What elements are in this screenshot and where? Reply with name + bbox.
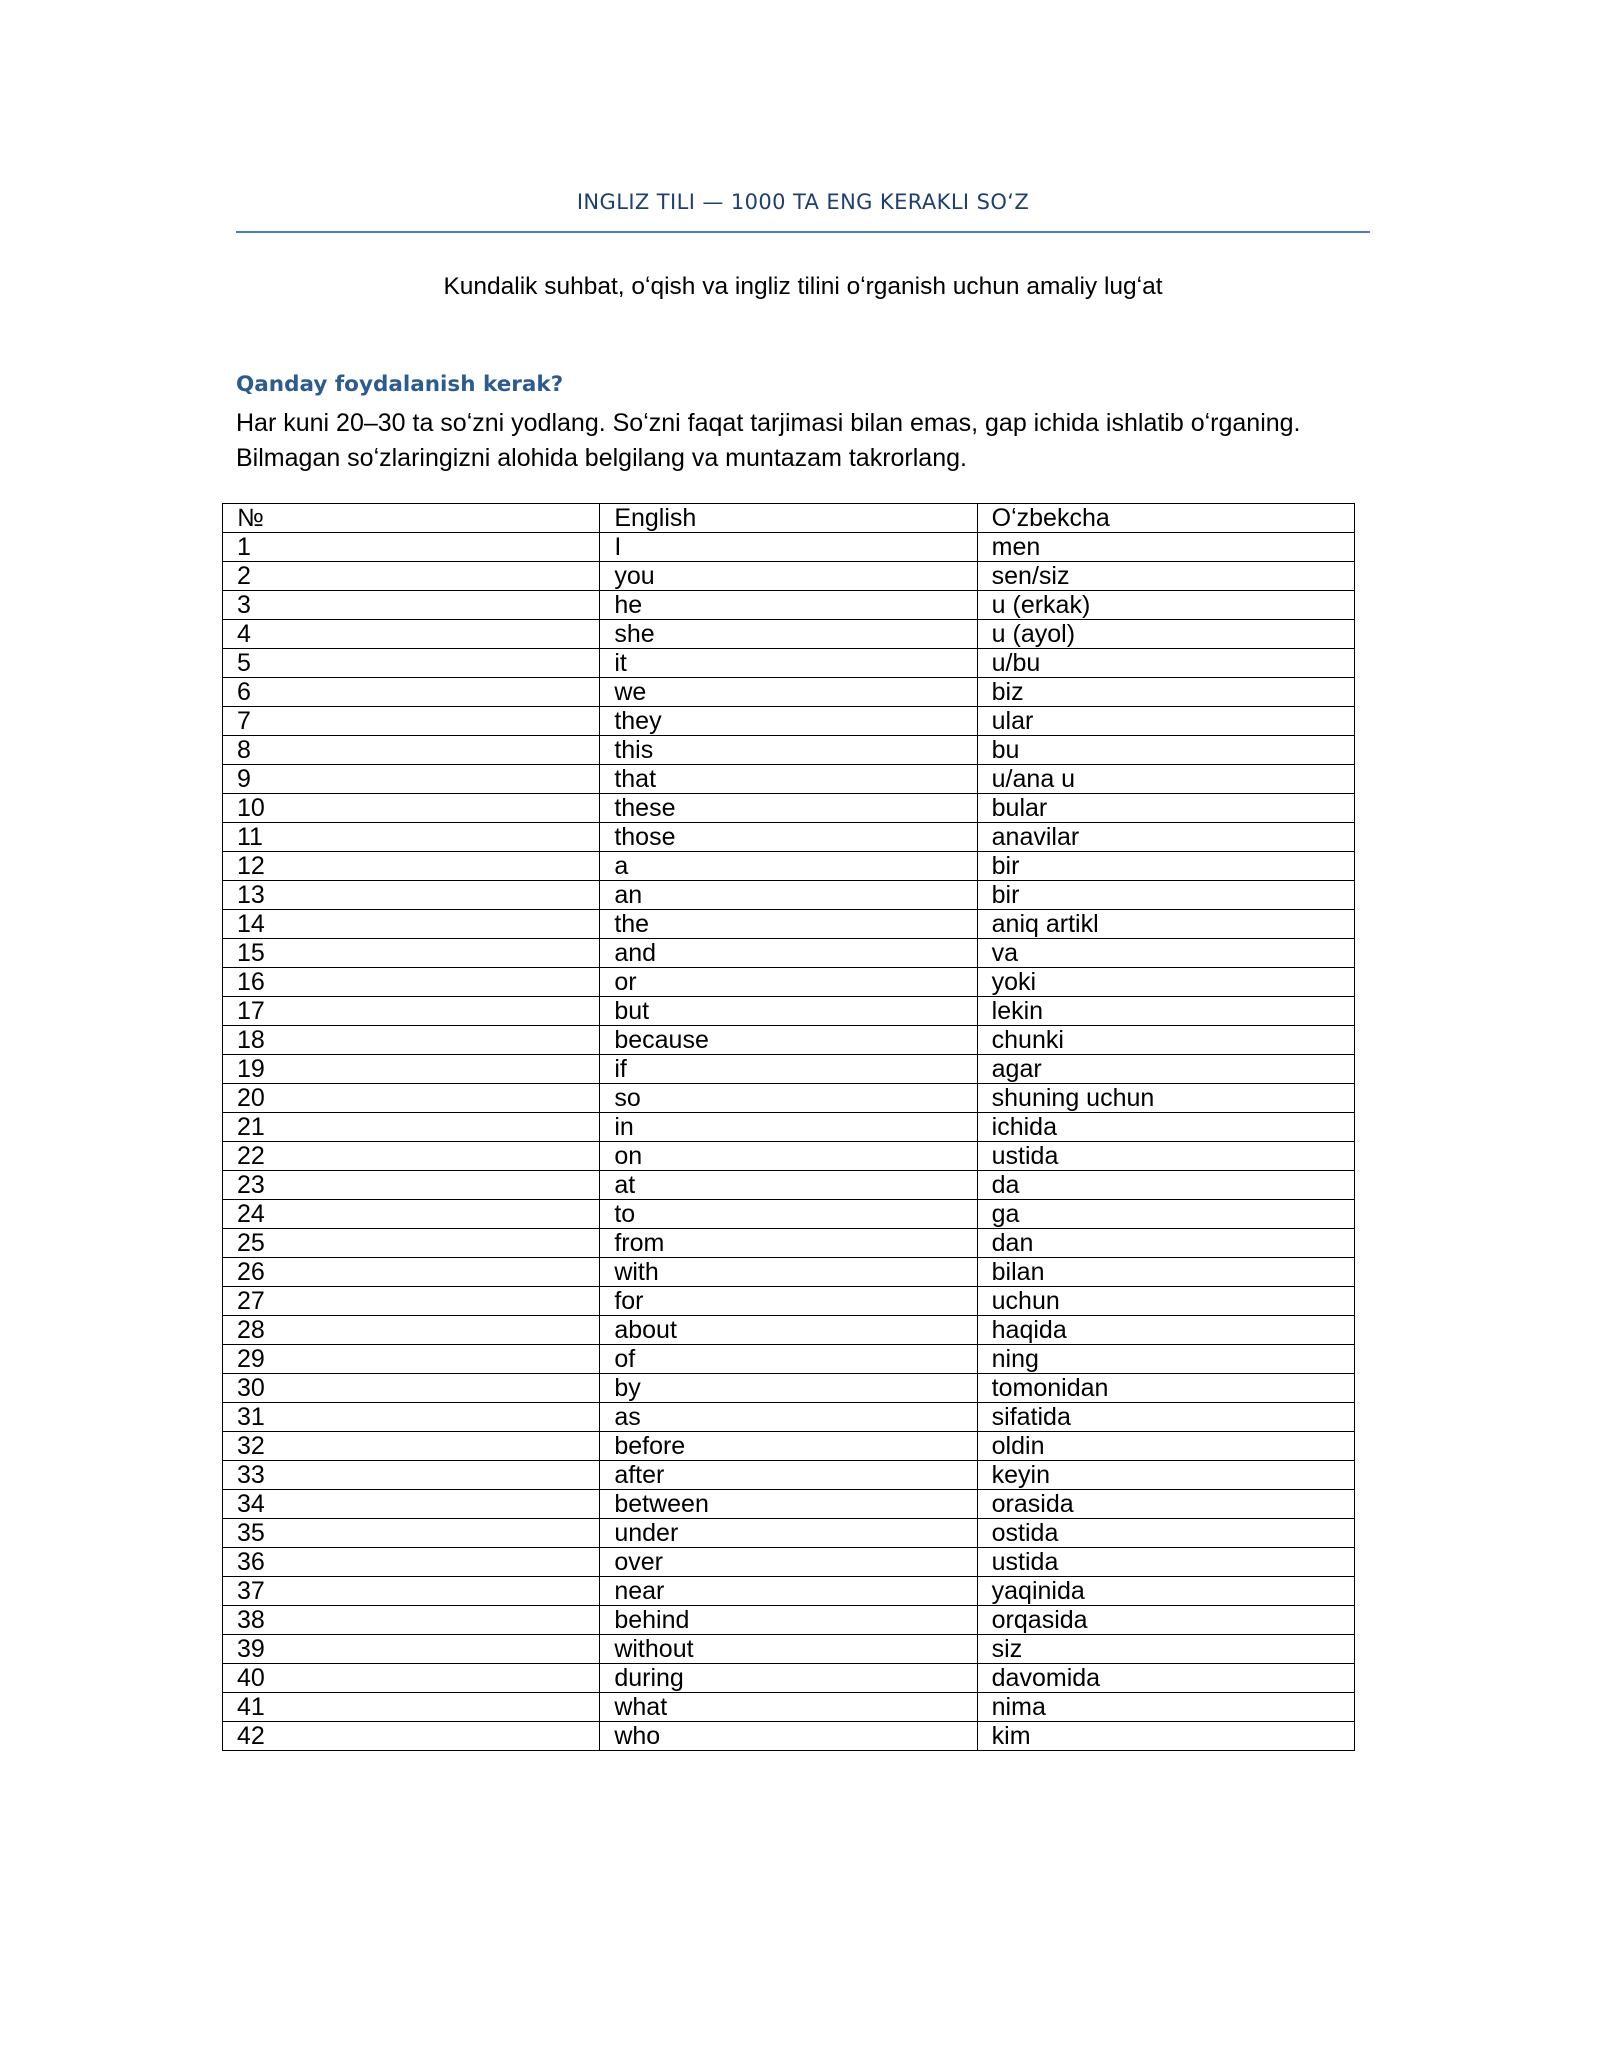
table-row <box>223 1403 1355 1432</box>
cell-uzbek: keyin <box>977 1461 1354 1490</box>
cell-uzbek: biz <box>977 678 1354 707</box>
table-row <box>223 1606 1355 1635</box>
cell-english: from <box>600 1229 977 1258</box>
table-row <box>223 1577 1355 1606</box>
table-row <box>223 939 1355 968</box>
cell-uzbek: kim <box>977 1722 1354 1751</box>
cell-number: 21 <box>223 1113 600 1142</box>
table-row <box>223 1345 1355 1374</box>
cell-uzbek: u (ayol) <box>977 620 1354 649</box>
cell-english: to <box>600 1200 977 1229</box>
table-row <box>223 910 1355 939</box>
cell-english: she <box>600 620 977 649</box>
cell-number: 20 <box>223 1084 600 1113</box>
cell-uzbek: dan <box>977 1229 1354 1258</box>
table-row <box>223 794 1355 823</box>
table-header-row <box>223 504 1355 533</box>
cell-english: at <box>600 1171 977 1200</box>
table-row <box>223 1316 1355 1345</box>
cell-number: 7 <box>223 707 600 736</box>
cell-number: 18 <box>223 1026 600 1055</box>
cell-english: or <box>600 968 977 997</box>
table-row <box>223 1490 1355 1519</box>
cell-number: 16 <box>223 968 600 997</box>
table-row <box>223 1055 1355 1084</box>
cell-number: 37 <box>223 1577 600 1606</box>
cell-english: of <box>600 1345 977 1374</box>
table-row <box>223 1461 1355 1490</box>
cell-english: under <box>600 1519 977 1548</box>
cell-uzbek: sifatida <box>977 1403 1354 1432</box>
table-row <box>223 1722 1355 1751</box>
cell-number: 2 <box>223 562 600 591</box>
cell-number: 39 <box>223 1635 600 1664</box>
cell-uzbek: siz <box>977 1635 1354 1664</box>
cell-english: without <box>600 1635 977 1664</box>
cell-english: this <box>600 736 977 765</box>
cell-number: 8 <box>223 736 600 765</box>
cell-number: 6 <box>223 678 600 707</box>
cell-number: 10 <box>223 794 600 823</box>
cell-english: he <box>600 591 977 620</box>
cell-uzbek: ustida <box>977 1142 1354 1171</box>
cell-number: 26 <box>223 1258 600 1287</box>
cell-number: 24 <box>223 1200 600 1229</box>
cell-number: 40 <box>223 1664 600 1693</box>
cell-uzbek: va <box>977 939 1354 968</box>
table-row <box>223 1113 1355 1142</box>
cell-number: 1 <box>223 533 600 562</box>
cell-uzbek: yoki <box>977 968 1354 997</box>
table-row <box>223 765 1355 794</box>
table-row <box>223 852 1355 881</box>
cell-number: 4 <box>223 620 600 649</box>
cell-uzbek: sen/siz <box>977 562 1354 591</box>
cell-uzbek: anavilar <box>977 823 1354 852</box>
cell-uzbek: chunki <box>977 1026 1354 1055</box>
cell-english: we <box>600 678 977 707</box>
table-row <box>223 736 1355 765</box>
cell-number: 14 <box>223 910 600 939</box>
cell-uzbek: u/bu <box>977 649 1354 678</box>
table-row <box>223 649 1355 678</box>
cell-number: 15 <box>223 939 600 968</box>
table-row <box>223 1548 1355 1577</box>
cell-english: on <box>600 1142 977 1171</box>
cell-number: 42 <box>223 1722 600 1751</box>
cell-uzbek: shuning uchun <box>977 1084 1354 1113</box>
table-row <box>223 1693 1355 1722</box>
table-row <box>223 997 1355 1026</box>
vocabulary-table <box>222 503 1355 1751</box>
cell-english: it <box>600 649 977 678</box>
cell-uzbek: ga <box>977 1200 1354 1229</box>
cell-number: 13 <box>223 881 600 910</box>
cell-english: that <box>600 765 977 794</box>
cell-uzbek: ular <box>977 707 1354 736</box>
cell-english: and <box>600 939 977 968</box>
table-row <box>223 1200 1355 1229</box>
cell-english: between <box>600 1490 977 1519</box>
cell-english: those <box>600 823 977 852</box>
cell-uzbek: uchun <box>977 1287 1354 1316</box>
cell-uzbek: da <box>977 1171 1354 1200</box>
table-row <box>223 562 1355 591</box>
cell-uzbek: ustida <box>977 1548 1354 1577</box>
cell-number: 9 <box>223 765 600 794</box>
cell-uzbek: davomida <box>977 1664 1354 1693</box>
cell-english: during <box>600 1664 977 1693</box>
table-row <box>223 1664 1355 1693</box>
cell-number: 32 <box>223 1432 600 1461</box>
cell-number: 3 <box>223 591 600 620</box>
table-row <box>223 591 1355 620</box>
cell-uzbek: bu <box>977 736 1354 765</box>
cell-uzbek: u (erkak) <box>977 591 1354 620</box>
table-row <box>223 1084 1355 1113</box>
cell-uzbek: men <box>977 533 1354 562</box>
table-row <box>223 1142 1355 1171</box>
cell-english: for <box>600 1287 977 1316</box>
table-row <box>223 1374 1355 1403</box>
cell-number: 31 <box>223 1403 600 1432</box>
cell-english: about <box>600 1316 977 1345</box>
table-row <box>223 1432 1355 1461</box>
cell-number: 23 <box>223 1171 600 1200</box>
cell-uzbek: ning <box>977 1345 1354 1374</box>
table-row <box>223 1519 1355 1548</box>
cell-number: 19 <box>223 1055 600 1084</box>
cell-number: 38 <box>223 1606 600 1635</box>
cell-english: what <box>600 1693 977 1722</box>
table-row <box>223 620 1355 649</box>
cell-uzbek: lekin <box>977 997 1354 1026</box>
table-row <box>223 823 1355 852</box>
cell-uzbek: aniq artikl <box>977 910 1354 939</box>
cell-english: a <box>600 852 977 881</box>
cell-uzbek: agar <box>977 1055 1354 1084</box>
cell-english: because <box>600 1026 977 1055</box>
table-row <box>223 968 1355 997</box>
cell-number: 27 <box>223 1287 600 1316</box>
table-row <box>223 1229 1355 1258</box>
cell-number: 34 <box>223 1490 600 1519</box>
cell-uzbek: ichida <box>977 1113 1354 1142</box>
table-row <box>223 881 1355 910</box>
document-subtitle: Kundalik suhbat, oʻqish va ingliz tilini oʻrganish uchun amaliy lugʻat <box>443 273 1163 300</box>
column-header-number: № <box>223 504 600 533</box>
cell-english: after <box>600 1461 977 1490</box>
cell-number: 22 <box>223 1142 600 1171</box>
cell-uzbek: bilan <box>977 1258 1354 1287</box>
cell-english: I <box>600 533 977 562</box>
cell-number: 28 <box>223 1316 600 1345</box>
table-row <box>223 1258 1355 1287</box>
cell-english: an <box>600 881 977 910</box>
cell-english: as <box>600 1403 977 1432</box>
header-divider <box>236 231 1370 233</box>
cell-uzbek: haqida <box>977 1316 1354 1345</box>
table-row <box>223 1635 1355 1664</box>
table-row <box>223 707 1355 736</box>
column-header-english: English <box>600 504 977 533</box>
table-row <box>223 1287 1355 1316</box>
cell-uzbek: tomonidan <box>977 1374 1354 1403</box>
cell-english: these <box>600 794 977 823</box>
cell-number: 25 <box>223 1229 600 1258</box>
cell-english: but <box>600 997 977 1026</box>
cell-english: so <box>600 1084 977 1113</box>
cell-uzbek: u/ana u <box>977 765 1354 794</box>
intro-line-1: Har kuni 20–30 ta soʻzni yodlang. Soʻzni faqat tarjimasi bilan emas, gap ichida ishlatib oʻrganing. <box>236 409 1301 437</box>
cell-uzbek: bir <box>977 852 1354 881</box>
cell-english: you <box>600 562 977 591</box>
cell-english: the <box>600 910 977 939</box>
cell-english: behind <box>600 1606 977 1635</box>
cell-number: 33 <box>223 1461 600 1490</box>
cell-english: they <box>600 707 977 736</box>
cell-english: in <box>600 1113 977 1142</box>
intro-line-2: Bilmagan soʻzlaringizni alohida belgilang va muntazam takrorlang. <box>236 444 967 472</box>
cell-english: near <box>600 1577 977 1606</box>
cell-uzbek: oldin <box>977 1432 1354 1461</box>
cell-uzbek: bular <box>977 794 1354 823</box>
intro-paragraph <box>236 406 1386 476</box>
cell-uzbek: orqasida <box>977 1606 1354 1635</box>
cell-uzbek: nima <box>977 1693 1354 1722</box>
cell-number: 36 <box>223 1548 600 1577</box>
cell-number: 29 <box>223 1345 600 1374</box>
cell-number: 35 <box>223 1519 600 1548</box>
cell-number: 17 <box>223 997 600 1026</box>
section-heading: Qanday foydalanish kerak? <box>236 372 564 397</box>
cell-uzbek: bir <box>977 881 1354 910</box>
table-row <box>223 1026 1355 1055</box>
cell-english: if <box>600 1055 977 1084</box>
cell-uzbek: orasida <box>977 1490 1354 1519</box>
document-header: INGLIZ TILI — 1000 TA ENG KERAKLI SOʻZ <box>576 190 1030 214</box>
cell-number: 11 <box>223 823 600 852</box>
cell-english: by <box>600 1374 977 1403</box>
cell-english: over <box>600 1548 977 1577</box>
cell-english: before <box>600 1432 977 1461</box>
cell-english: with <box>600 1258 977 1287</box>
column-header-uzbek: Oʻzbekcha <box>977 504 1354 533</box>
table-body <box>223 533 1355 1751</box>
cell-number: 5 <box>223 649 600 678</box>
cell-uzbek: ostida <box>977 1519 1354 1548</box>
table-row <box>223 1171 1355 1200</box>
table-row <box>223 678 1355 707</box>
cell-english: who <box>600 1722 977 1751</box>
cell-number: 30 <box>223 1374 600 1403</box>
table-row <box>223 533 1355 562</box>
cell-number: 12 <box>223 852 600 881</box>
cell-uzbek: yaqinida <box>977 1577 1354 1606</box>
cell-number: 41 <box>223 1693 600 1722</box>
